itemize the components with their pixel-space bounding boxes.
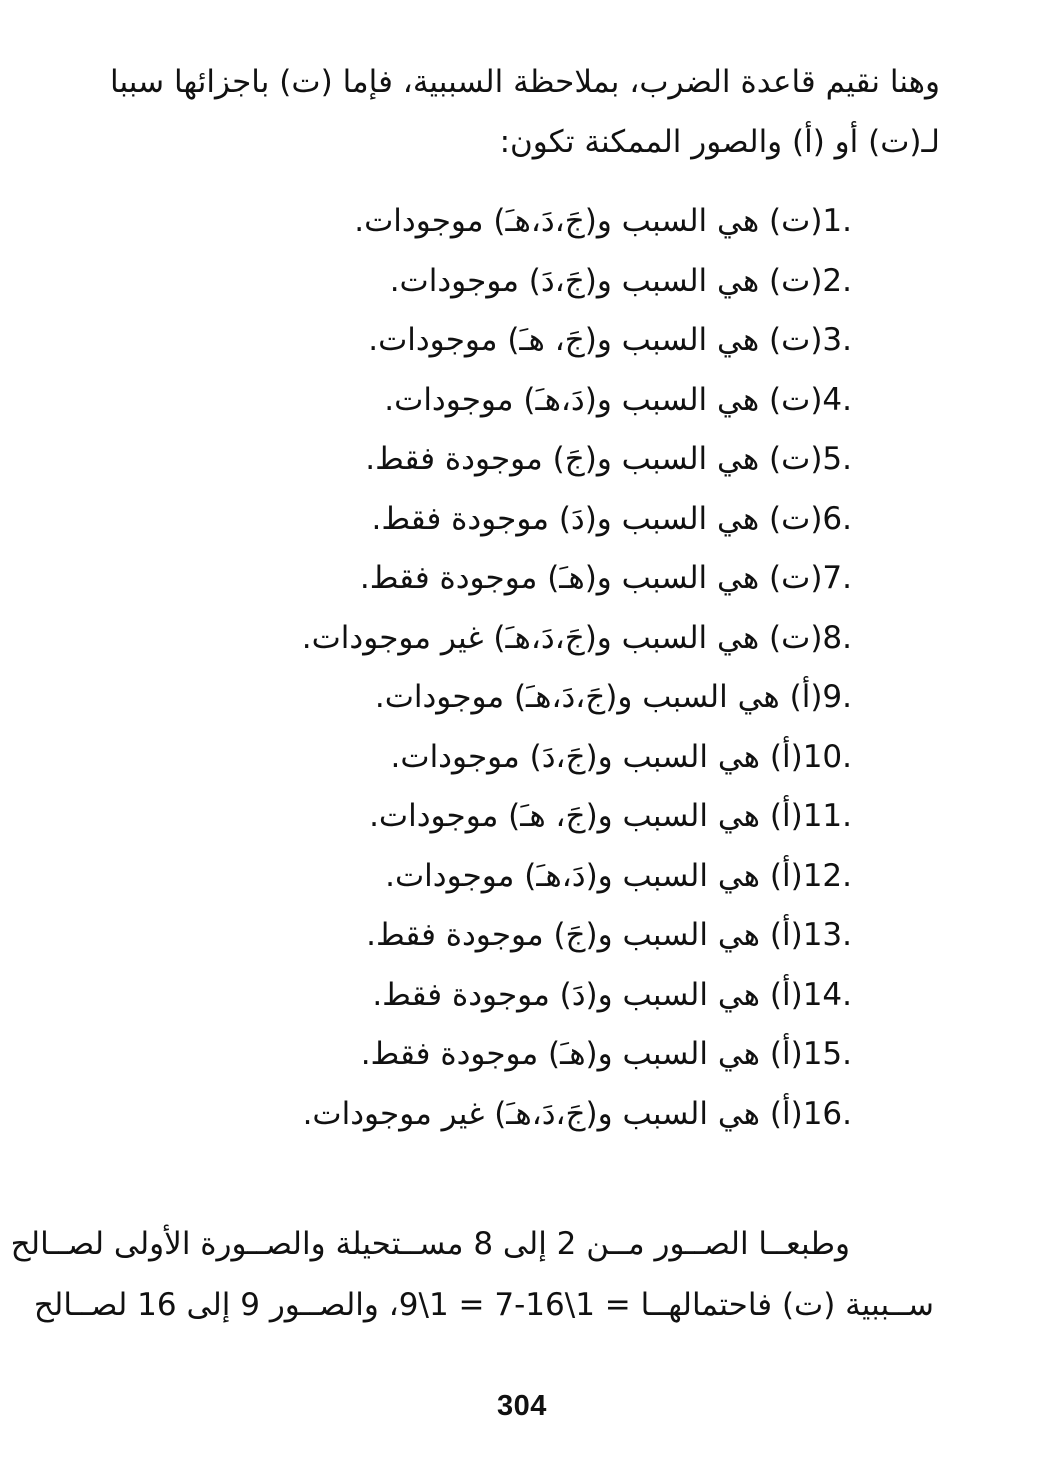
case-text: (أ) هي السبب و(جَ،دَ) موجودات. xyxy=(390,738,803,775)
case-number: 16. xyxy=(802,1095,852,1132)
case-text: (أ) هي السبب و(جَ، هـَ) موجودات. xyxy=(369,798,803,834)
case-text: (ت) هي السبب و(جَ، هـَ) موجودات. xyxy=(368,322,823,358)
closing-line-2: ســببية (ت) فاحتمالهــا = 1\16-7 = 1\9، والصــور 9 إلى 16 لصــالح xyxy=(33,1287,934,1323)
case-item xyxy=(152,609,852,669)
case-number: 8. xyxy=(822,619,852,656)
case-item xyxy=(152,787,852,847)
case-item xyxy=(152,311,852,371)
case-number: 14. xyxy=(802,976,852,1013)
case-number: 5. xyxy=(822,441,852,477)
case-text: (ت) هي السبب و(جَ) موجودة فقط. xyxy=(365,441,823,477)
case-item xyxy=(152,966,852,1026)
case-text: (أ) هي السبب و(جَ،دَ،هـَ) غير موجودات. xyxy=(302,1095,803,1132)
case-text: (ت) هي السبب و(جَ،دَ) موجودات. xyxy=(389,262,823,299)
case-item xyxy=(152,1025,852,1085)
case-item xyxy=(152,906,852,966)
case-number: 2. xyxy=(822,262,852,299)
case-text: (ت) هي السبب و(جَ،دَ،هـَ) غير موجودات. xyxy=(301,619,823,656)
intro-line-1: وهنا نقيم قاعدة الضرب، بملاحظة السببية، فإما (ت) باجزائها سببا xyxy=(110,64,940,100)
case-number: 6. xyxy=(822,500,852,537)
case-item xyxy=(152,252,852,312)
case-item xyxy=(152,1085,852,1145)
case-text: (ت) هي السبب و(دَ) موجودة فقط. xyxy=(371,500,823,537)
case-item xyxy=(152,430,852,490)
case-text: (ت) هي السبب و(جَ،دَ،هـَ) موجودات. xyxy=(354,203,823,239)
case-text: (ت) هي السبب و(دَ،هـَ) موجودات. xyxy=(384,381,823,418)
case-text: (أ) هي السبب و(جَ،دَ،هـَ) موجودات. xyxy=(374,679,823,715)
case-item xyxy=(152,728,852,788)
case-item xyxy=(152,192,852,252)
cases-list xyxy=(152,192,852,1144)
closing-line-1: وطبعــا الصــور مــن 2 إلى 8 مســتحيلة والصــورة الأولى لصــالح xyxy=(10,1226,850,1262)
intro-line-2: لـ(ت) أو (أ) والصور الممكنة تكون: xyxy=(499,124,940,160)
case-number: 4. xyxy=(822,381,852,418)
case-text: (أ) هي السبب و(جَ) موجودة فقط. xyxy=(366,917,803,953)
case-number: 3. xyxy=(822,322,852,358)
case-text: (أ) هي السبب و(هـَ) موجودة فقط. xyxy=(360,1036,803,1072)
case-number: 10. xyxy=(802,738,852,775)
case-number: 15. xyxy=(802,1036,852,1072)
closing-paragraph xyxy=(10,1214,934,1336)
case-number: 1. xyxy=(822,203,852,239)
case-item xyxy=(152,371,852,431)
case-number: 9. xyxy=(822,679,852,715)
case-item xyxy=(152,490,852,550)
case-number: 11. xyxy=(802,798,852,834)
case-text: (ت) هي السبب و(هـَ) موجودة فقط. xyxy=(359,560,823,596)
case-item xyxy=(152,668,852,728)
case-number: 13. xyxy=(802,917,852,953)
intro-paragraph xyxy=(110,52,940,172)
case-item xyxy=(152,549,852,609)
case-number: 7. xyxy=(822,560,852,596)
page-number: 304 xyxy=(497,1390,547,1422)
case-number: 12. xyxy=(802,857,852,894)
case-text: (أ) هي السبب و(دَ) موجودة فقط. xyxy=(372,976,803,1013)
case-item xyxy=(152,847,852,907)
case-text: (أ) هي السبب و(دَ،هـَ) موجودات. xyxy=(385,857,803,894)
